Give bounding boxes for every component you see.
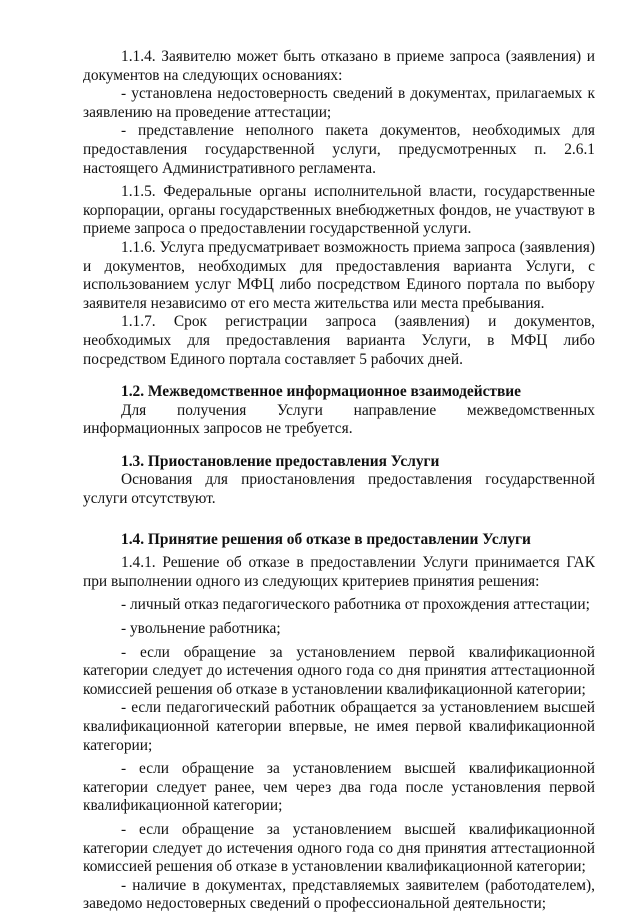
- list-item: - увольнение работника;: [121, 620, 281, 638]
- list-item: - если педагогический работник обращается за установлением высшей квалификационной категории впервые, не имея первой квалификационной категории;: [83, 699, 595, 754]
- list-item: - если обращение за установлением высшей квалификационной категории следует ранее, чем через два года после установления первой квалификационной категории;: [83, 760, 595, 815]
- paragraph-1-4-1: 1.4.1. Решение об отказе в предоставлении Услуги принимается ГАК при выполнении одного из следующих критериев принятия решения:: [83, 554, 595, 590]
- list-item: - представление неполного пакета документов, необходимых для предоставления государственной услуги, предусмотренных п. 2.6.1 настоящего Административного регламента.: [83, 122, 595, 177]
- paragraph-1-1-6: 1.1.6. Услуга предусматривает возможность приема запроса (заявления) и документов, необходимых для предоставления варианта Услуги, с использованием услуг МФЦ либо посредством Единого портала по выбору заявителя независимо от его места жительства или места пребывания.: [83, 238, 595, 312]
- paragraph-1-1-7: 1.1.7. Срок регистрации запроса (заявления) и документов, необходимых для предоставления варианта Услуги, в МФЦ либо посредством Единого портала составляет 5 рабочих дней.: [83, 313, 595, 368]
- paragraph-1-2: Для получения Услуги направление межведомственных информационных запросов не требуется.: [83, 401, 595, 438]
- list-item: - если обращение за установлением первой квалификационной категории следует до истечения одного года со дня принятия аттестационной комиссией решения об отказе в установлении квалификационной категории;: [83, 643, 595, 698]
- section-heading-1-2: 1.2. Межведомственное информационное взаимодействие: [121, 383, 521, 401]
- list-item: - наличие в документах, представляемых заявителем (работодателем), заведомо недостоверных сведений о профессиональной деятельности;: [83, 876, 595, 913]
- paragraph-1-3: Основания для приостановления предоставления государственной услуги отсутствуют.: [83, 471, 595, 508]
- document-page: [83, 48, 595, 914]
- paragraph-1-1-5: 1.1.5. Федеральные органы исполнительной власти, государственные корпорации, органы государственных внебюджетных фондов, не участвуют в приеме запроса о предоставлении государственной услуги.: [83, 183, 595, 238]
- paragraph-1-1-4: 1.1.4. Заявителю может быть отказано в приеме запроса (заявления) и документов на следующих основаниях:: [83, 48, 595, 84]
- list-item: - личный отказ педагогического работника от прохождения аттестации;: [121, 596, 590, 614]
- list-item: - если обращение за установлением высшей квалификационной категории следует до истечения одного года со дня принятия аттестационной комиссией решения об отказе в установлении квалификационной категории;: [83, 820, 595, 876]
- section-heading-1-3: 1.3. Приостановление предоставления Услуги: [121, 452, 440, 470]
- list-item: - установлена недостоверность сведений в документах, прилагаемых к заявлению на проведение аттестации;: [83, 85, 595, 121]
- section-heading-1-4: 1.4. Принятие решения об отказе в предоставлении Услуги: [121, 530, 531, 548]
